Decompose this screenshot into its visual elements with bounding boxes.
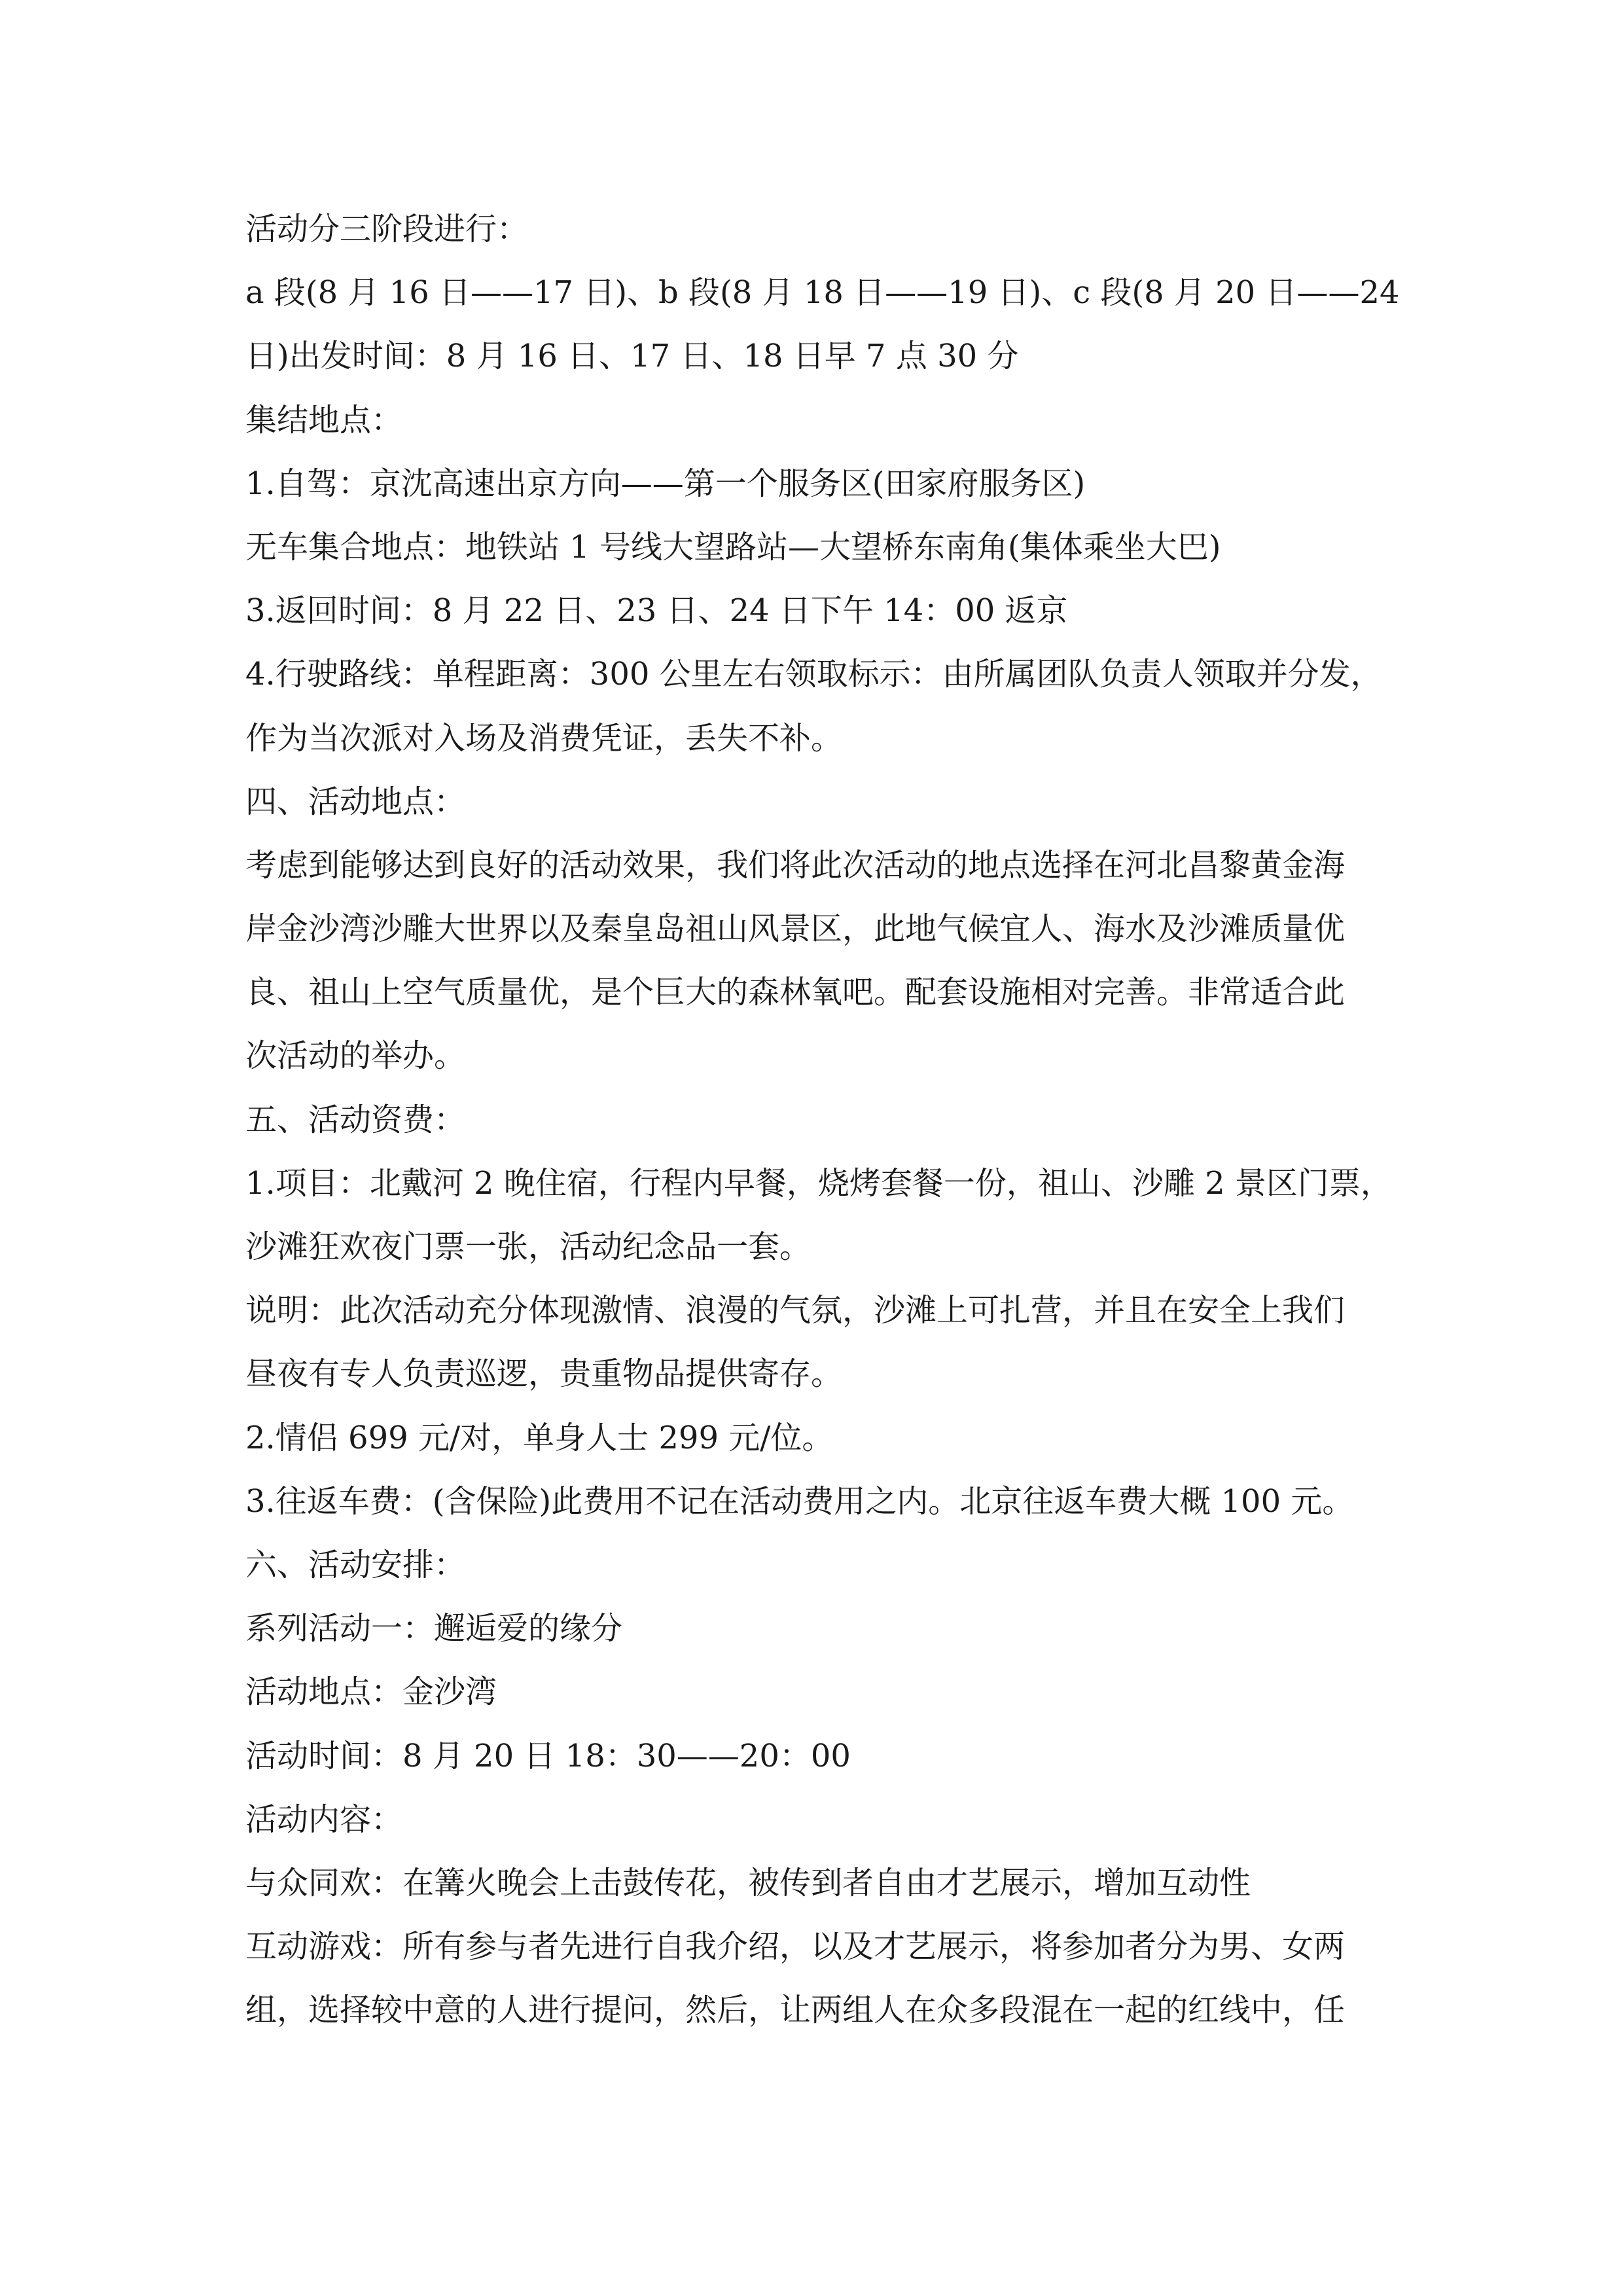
text-line: 活动内容：: [245, 1801, 403, 1838]
text-line: 次活动的举办。: [245, 1037, 466, 1075]
text-line: 无车集合地点：地铁站 1 号线大望路站—大望桥东南角(集体乘坐大巴): [245, 528, 1221, 565]
document-body: [245, 198, 1400, 2042]
text-line: 1.项目：北戴河 2 晚住宿，行程内早餐，烧烤套餐一份，祖山、沙雕 2 景区门票，: [245, 1164, 1392, 1202]
text-line: 3.往返车费：(含保险)此费用不记在活动费用之内。北京往返车费大概 100 元。: [245, 1482, 1354, 1520]
text-line: 与众同欢：在篝火晚会上击鼓传花，被传到者自由才艺展示，增加互动性: [245, 1864, 1251, 1901]
text-line: 互动游戏：所有参与者先进行自我介绍，以及才艺展示，将参加者分为男、女两: [245, 1928, 1346, 1965]
text-line: 活动时间：8 月 20 日 18：30——20：00: [245, 1737, 851, 1774]
text-line: 昼夜有专人负责巡逻，贵重物品提供寄存。: [245, 1355, 843, 1393]
section-heading: 四、活动地点：: [245, 783, 466, 820]
text-line: 良、祖山上空气质量优，是个巨大的森林氧吧。配套设施相对完善。非常适合此: [245, 974, 1346, 1011]
text-line: 2.情侣 699 元/对，单身人士 299 元/位。: [245, 1419, 834, 1456]
text-line: 系列活动一：邂逅爱的缘分: [245, 1610, 623, 1647]
text-line: 说明：此次活动充分体现激情、浪漫的气氛，沙滩上可扎营，并且在安全上我们: [245, 1292, 1346, 1329]
section-heading: 六、活动安排：: [245, 1546, 466, 1583]
text-line: 沙滩狂欢夜门票一张，活动纪念品一套。: [245, 1229, 812, 1265]
text-line: 日)出发时间：8 月 16 日、17 日、18 日早 7 点 30 分: [245, 338, 1019, 375]
text-line: 考虑到能够达到良好的活动效果，我们将此次活动的地点选择在河北昌黎黄金海: [245, 846, 1346, 884]
text-line: 活动地点：金沙湾: [245, 1674, 497, 1711]
text-line: 岸金沙湾沙雕大世界以及秦皇岛祖山风景区，此地气候宜人、海水及沙滩质量优: [245, 910, 1346, 948]
text-line: 组，选择较中意的人进行提问，然后，让两组人在众多段混在一起的红线中，任: [245, 1992, 1346, 2029]
text-line: 活动分三阶段进行：: [245, 211, 529, 247]
text-line: 1.自驾：京沈高速出京方向——第一个服务区(田家府服务区): [245, 465, 1086, 502]
text-line: 作为当次派对入场及消费凭证，丢失不补。: [245, 719, 843, 757]
section-heading: 五、活动资费：: [245, 1101, 466, 1138]
text-line: a 段(8 月 16 日——17 日)、b 段(8 月 18 日——19 日)、c 段(8 月 20 日——24: [245, 274, 1400, 312]
text-line: 集结地点：: [245, 401, 403, 439]
text-line: 3.返回时间：8 月 22 日、23 日、24 日下午 14：00 返京: [245, 592, 1068, 630]
text-line: 4.行驶路线：单程距离：300 公里左右领取标示：由所属团队负责人领取并分发，: [245, 656, 1382, 693]
